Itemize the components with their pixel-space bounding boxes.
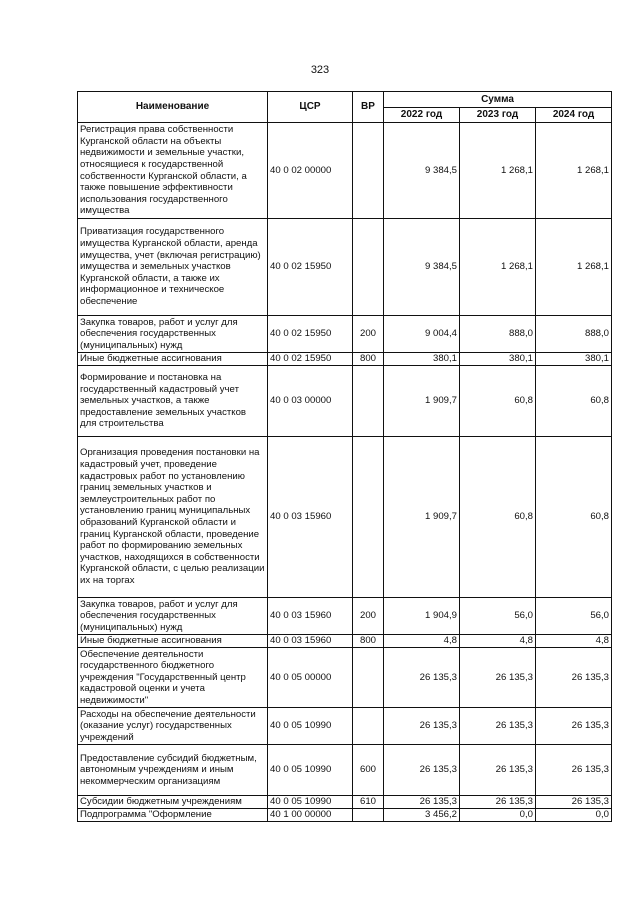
row-csr: 40 0 02 00000: [268, 123, 353, 219]
row-sum-2024: 1 268,1: [536, 219, 612, 316]
table-row: [78, 598, 612, 635]
row-name: Закупка товаров, работ и услуг для обеспечения государственных (муниципальных) нужд: [78, 316, 268, 353]
row-vr: [353, 437, 384, 598]
table-row: [78, 635, 612, 648]
row-name: Субсидии бюджетным учреждениям: [78, 796, 268, 809]
row-name: Иные бюджетные ассигнования: [78, 353, 268, 366]
row-sum-2023: 26 135,3: [460, 648, 536, 708]
budget-table: [77, 91, 612, 822]
row-sum-2022: 1 904,9: [384, 598, 460, 635]
page-number: 323: [310, 64, 330, 76]
row-vr: [353, 708, 384, 745]
row-sum-2023: 4,8: [460, 635, 536, 648]
table-row: [78, 316, 612, 353]
row-sum-2022: 3 456,2: [384, 809, 460, 822]
row-sum-2022: 4,8: [384, 635, 460, 648]
row-csr: 40 0 02 15950: [268, 316, 353, 353]
table-row: [78, 809, 612, 822]
row-sum-2024: 26 135,3: [536, 796, 612, 809]
row-sum-2024: 888,0: [536, 316, 612, 353]
row-sum-2022: 26 135,3: [384, 796, 460, 809]
row-sum-2022: 1 909,7: [384, 437, 460, 598]
table-row: [78, 745, 612, 796]
row-csr: 40 0 03 15960: [268, 598, 353, 635]
row-sum-2022: 26 135,3: [384, 648, 460, 708]
table-row: [78, 437, 612, 598]
row-sum-2023: 0,0: [460, 809, 536, 822]
row-vr: [353, 123, 384, 219]
row-csr: 40 0 05 00000: [268, 648, 353, 708]
row-vr: 800: [353, 353, 384, 366]
row-vr: [353, 809, 384, 822]
row-vr: 200: [353, 316, 384, 353]
row-vr: [353, 366, 384, 437]
row-csr: 40 0 03 15960: [268, 635, 353, 648]
row-sum-2022: 9 384,5: [384, 123, 460, 219]
row-sum-2022: 9 004,4: [384, 316, 460, 353]
row-sum-2022: 1 909,7: [384, 366, 460, 437]
row-sum-2023: 26 135,3: [460, 745, 536, 796]
row-name: Формирование и постановка на государственный кадастровый учет земельных участков, а также предоставление земельных участков для строительства: [78, 366, 268, 437]
header-year-2022: 2022 год: [384, 108, 460, 123]
row-sum-2022: 26 135,3: [384, 708, 460, 745]
row-sum-2023: 56,0: [460, 598, 536, 635]
row-name: Приватизация государственного имущества Курганской области, аренда имущества, учет (включая регистрацию) имущества и земельных участков Курганской области, а также их информационное и техническое обеспечение: [78, 219, 268, 316]
row-vr: [353, 648, 384, 708]
row-sum-2023: 888,0: [460, 316, 536, 353]
row-csr: 40 0 03 15960: [268, 437, 353, 598]
row-sum-2022: 26 135,3: [384, 745, 460, 796]
row-csr: 40 0 05 10990: [268, 708, 353, 745]
row-sum-2023: 380,1: [460, 353, 536, 366]
header-year-2023: 2023 год: [460, 108, 536, 123]
row-csr: 40 0 02 15950: [268, 353, 353, 366]
row-name: Закупка товаров, работ и услуг для обеспечения государственных (муниципальных) нужд: [78, 598, 268, 635]
row-sum-2024: 380,1: [536, 353, 612, 366]
table-row: [78, 366, 612, 437]
table-row: [78, 123, 612, 219]
row-name: Подпрограмма "Оформление: [78, 809, 268, 822]
row-sum-2024: 26 135,3: [536, 745, 612, 796]
row-vr: [353, 219, 384, 316]
row-sum-2024: 60,8: [536, 366, 612, 437]
row-csr: 40 0 05 10990: [268, 796, 353, 809]
row-name: Регистрация права собственности Курганской области на объекты недвижимости и земельные участки, относящиеся к государственной собственности Курганской области, а также повышение эффективности использования государственного имущества: [78, 123, 268, 219]
header-year-2024: 2024 год: [536, 108, 612, 123]
row-sum-2024: 4,8: [536, 635, 612, 648]
row-sum-2022: 380,1: [384, 353, 460, 366]
header-vr: ВР: [353, 92, 384, 123]
row-sum-2023: 1 268,1: [460, 123, 536, 219]
row-vr: 200: [353, 598, 384, 635]
table-row: [78, 353, 612, 366]
row-sum-2022: 9 384,5: [384, 219, 460, 316]
header-sum: Сумма: [384, 92, 612, 108]
row-name: Иные бюджетные ассигнования: [78, 635, 268, 648]
table-body: [78, 123, 612, 822]
row-sum-2023: 26 135,3: [460, 796, 536, 809]
row-vr: 600: [353, 745, 384, 796]
row-sum-2024: 26 135,3: [536, 708, 612, 745]
row-name: Расходы на обеспечение деятельности (оказание услуг) государственных учреждений: [78, 708, 268, 745]
row-csr: 40 0 03 00000: [268, 366, 353, 437]
row-vr: 610: [353, 796, 384, 809]
row-csr: 40 1 00 00000: [268, 809, 353, 822]
row-sum-2024: 1 268,1: [536, 123, 612, 219]
table-row: [78, 219, 612, 316]
row-name: Организация проведения постановки на кадастровый учет, проведение кадастровых работ по установлению границ земельных участков и землеустроительных работ по установлению границ муниципальных образований Курганской области и границ Курганской области, проведение работ по формированию земельных участков, находящихся в собственности Курганской области, с целью реализации их на торгах: [78, 437, 268, 598]
row-sum-2024: 0,0: [536, 809, 612, 822]
row-csr: 40 0 05 10990: [268, 745, 353, 796]
row-name: Предоставление субсидий бюджетным, автономным учреждениям и иным некоммерческим организациям: [78, 745, 268, 796]
row-csr: 40 0 02 15950: [268, 219, 353, 316]
row-vr: 800: [353, 635, 384, 648]
row-sum-2024: 26 135,3: [536, 648, 612, 708]
table-row: [78, 708, 612, 745]
table-row: [78, 796, 612, 809]
row-sum-2023: 1 268,1: [460, 219, 536, 316]
row-sum-2023: 26 135,3: [460, 708, 536, 745]
row-sum-2023: 60,8: [460, 366, 536, 437]
table-row: [78, 648, 612, 708]
row-sum-2024: 60,8: [536, 437, 612, 598]
row-name: Обеспечение деятельности государственного бюджетного учреждения "Государственный центр кадастровой оценки и учета недвижимости": [78, 648, 268, 708]
row-sum-2024: 56,0: [536, 598, 612, 635]
row-sum-2023: 60,8: [460, 437, 536, 598]
header-csr: ЦСР: [268, 92, 353, 123]
header-name: Наименование: [78, 92, 268, 123]
